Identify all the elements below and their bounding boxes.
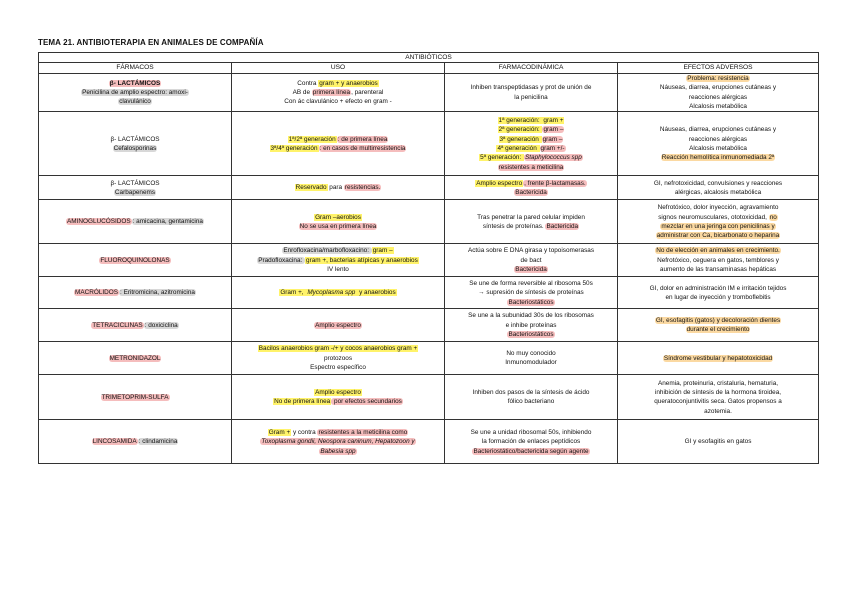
pharma-text: → supresión de síntesis de proteínas xyxy=(478,289,584,297)
pharma-text: Actúa sobre E DNA girasa y topoisomerasas xyxy=(467,247,595,255)
pharma-highlight: gram + xyxy=(543,116,564,124)
use-highlight: Bacilos anaerobios gram -/+ y cocos anaerobios gram + xyxy=(258,345,418,353)
pharma-highlight: Bacteriostáticos xyxy=(508,298,554,306)
drug-name: MACRÓLIDOS xyxy=(75,289,119,297)
adverse-text: Alcalosis metabólica xyxy=(689,144,747,152)
pharma-highlight: Bactericida xyxy=(515,188,547,196)
adverse-text: GI, dolor en administración IM e irritación tejidos xyxy=(649,284,787,292)
pharma-highlight: resistentes a meticilina xyxy=(498,163,564,171)
use-text: Contra xyxy=(297,79,319,87)
drug-subtitle: Penicilina de amplio espectro: amoxi- xyxy=(82,88,188,96)
use-cell xyxy=(232,277,445,309)
adverse-text: Anemia, proteinuria, cristaluria, hematuria, xyxy=(657,379,779,387)
use-highlight: Amplio espectro xyxy=(315,389,361,397)
adverse-highlight: no xyxy=(769,213,777,221)
pharma-cell xyxy=(445,375,618,420)
adverse-text: en lugar de inyección y tromboflebitis xyxy=(665,293,771,301)
adverse-text: Náuseas, diarrea, erupciones cutáneas y xyxy=(659,126,777,134)
pharma-highlight: gram – xyxy=(543,126,564,134)
table-row xyxy=(39,176,819,200)
use-text: , parenteral xyxy=(351,88,384,96)
drug-cell xyxy=(39,244,232,277)
drug-name: TETRACICLINAS xyxy=(92,321,143,329)
pharma-cell xyxy=(445,309,618,342)
use-text: IV lento xyxy=(327,266,349,274)
adverse-highlight: mezclar en una jeringa con penicilinas y xyxy=(661,222,775,230)
pharma-highlight: Bactericida xyxy=(515,266,547,274)
use-cell xyxy=(232,342,445,375)
use-cell xyxy=(232,309,445,342)
use-highlight: primera línea xyxy=(312,88,351,96)
pharma-cell xyxy=(445,73,618,112)
use-highlight: Reservado xyxy=(295,184,327,192)
adverse-text: alérgicas, alcalosis metabólica xyxy=(674,188,762,196)
table-caption: ANTIBIÓTICOS xyxy=(39,53,819,63)
adverse-text: azotemia. xyxy=(704,407,732,415)
document-title: TEMA 21. ANTIBIOTERAPIA EN ANIMALES DE COMPAÑÍA xyxy=(38,38,264,47)
pharma-text: e inhibe proteínas xyxy=(505,321,557,329)
use-cell xyxy=(232,176,445,200)
use-highlight: Amplio espectro xyxy=(315,321,361,329)
drug-cell xyxy=(39,342,232,375)
adverse-cell xyxy=(618,420,819,464)
adverse-cell xyxy=(618,112,819,176)
pharma-text: Se une de forma reversible al ribosoma 50s xyxy=(469,279,593,287)
use-highlight: Babesia spp xyxy=(320,447,356,455)
pharma-highlight: , frente β-lactamasas. xyxy=(524,179,586,187)
adverse-text: Nefrotóxico, ceguera en gatos, temblores y xyxy=(657,256,779,264)
drug-cell xyxy=(39,420,232,464)
table-row xyxy=(39,244,819,277)
adverse-highlight: GI, esofagitis (gatos) y decoloración dientes xyxy=(655,317,781,325)
pharma-cell xyxy=(445,342,618,375)
drug-subtitle: : Eritromicina, azitromicina xyxy=(120,289,195,297)
adverse-text: signos neuromusculares, ototoxicidad, xyxy=(658,213,769,221)
pharma-cell xyxy=(445,112,618,176)
use-text: y contra xyxy=(291,428,318,436)
pharma-text: Tras penetrar la pared celular impiden xyxy=(477,213,585,221)
use-highlight: : de primera línea xyxy=(337,135,388,143)
adverse-cell xyxy=(618,73,819,112)
drug-subtitle: Cefalosporinas xyxy=(113,144,157,152)
pharma-cell xyxy=(445,200,618,244)
pharma-text: Se une a la subunidad 30s de los ribosomas xyxy=(468,312,594,320)
use-highlight: 1ª/2ª generación xyxy=(288,135,336,143)
adverse-highlight: Problema: resistencia xyxy=(687,74,749,82)
use-highlight: No se usa en primera línea xyxy=(299,222,377,230)
use-highlight: : en casos de multirresistencia xyxy=(319,144,406,152)
header-uso: USO xyxy=(232,63,445,73)
use-highlight: gram – xyxy=(372,247,393,255)
use-cell xyxy=(232,244,445,277)
pharma-text: la formación de enlaces peptídicos xyxy=(481,438,581,446)
drug-subtitle: : doxiciclina xyxy=(144,321,178,329)
drug-cell xyxy=(39,112,232,176)
table-row xyxy=(39,200,819,244)
use-cell xyxy=(232,112,445,176)
adverse-text: Alcalosis metabólica xyxy=(689,103,747,111)
drug-name: METRONIDAZOL xyxy=(109,354,161,362)
use-highlight: por efectos secundarios xyxy=(332,398,402,406)
pharma-highlight: 3ª generación xyxy=(499,135,541,143)
drug-name: β- LACTÁMICOS xyxy=(110,179,160,187)
table-row xyxy=(39,375,819,420)
drug-cell xyxy=(39,176,232,200)
pharma-highlight: Amplio espectro xyxy=(476,179,523,187)
pharma-highlight: 1ª generación: xyxy=(498,116,542,124)
pharma-text: de bact xyxy=(520,256,542,264)
pharma-highlight: Bacteriostático/bactericida según agente xyxy=(473,447,589,455)
table-row xyxy=(39,112,819,176)
use-highlight: resistencias. xyxy=(344,184,381,192)
use-text: Espectro específico xyxy=(310,364,366,372)
table-row xyxy=(39,342,819,375)
drug-name: FLUOROQUINOLONAS xyxy=(100,256,170,264)
pharma-highlight: Bactericida xyxy=(546,222,579,230)
pharma-text: síntesis de proteínas. xyxy=(482,222,546,230)
use-highlight: Gram –aerobios xyxy=(315,213,361,221)
header-farmacodinamica: FARMACODINÁMICA xyxy=(445,63,618,73)
pharma-highlight: gram – xyxy=(542,135,563,143)
drug-name: β- LACTÁMICOS xyxy=(109,79,161,87)
adverse-cell xyxy=(618,309,819,342)
pharma-highlight: Bacteriostáticos xyxy=(508,331,554,339)
drug-cell xyxy=(39,200,232,244)
drug-name: LINCOSAMIDA xyxy=(92,438,137,446)
adverse-cell xyxy=(618,342,819,375)
pharma-highlight: gram +/- xyxy=(540,144,565,152)
drug-cell xyxy=(39,375,232,420)
pharma-cell xyxy=(445,420,618,464)
use-highlight: resistentes a la meticilina como xyxy=(318,428,408,436)
adverse-text: GI y esofagitis en gatos xyxy=(684,438,752,446)
adverse-text: inhibición de síntesis de la hormona tiroidea, xyxy=(654,389,782,397)
header-efectos-adversos: EFECTOS ADVERSOS xyxy=(618,63,819,73)
use-text: Pradofloxacina: xyxy=(258,256,305,264)
adverse-text: GI, nefrotoxicidad, convulsiones y reacciones xyxy=(653,179,783,187)
adverse-highlight: Reacción hemolítica inmunomediada 2ª xyxy=(661,154,775,162)
pharma-highlight: Staphylococcus spp xyxy=(525,154,582,162)
drug-subtitle: : clindamicina xyxy=(138,438,178,446)
use-highlight: Gram +, xyxy=(280,289,306,297)
adverse-cell xyxy=(618,277,819,309)
table-row xyxy=(39,420,819,464)
use-cell xyxy=(232,375,445,420)
adverse-highlight: Síndrome vestibular y hepatotoxicidad xyxy=(663,354,773,362)
adverse-cell xyxy=(618,375,819,420)
adverse-text: Nefrotóxico, dolor inyección, agravamiento xyxy=(657,204,779,212)
drug-cell xyxy=(39,277,232,309)
adverse-highlight: durante el crecimiento xyxy=(686,326,750,334)
use-text: para xyxy=(327,184,344,192)
adverse-highlight: No de elección en animales en crecimiento. xyxy=(656,247,780,255)
drug-subtitle: clavulánico xyxy=(119,98,151,106)
use-highlight: 3ª/4ª generación xyxy=(270,144,318,152)
antibiotics-table xyxy=(38,52,819,464)
pharma-cell xyxy=(445,277,618,309)
pharma-cell xyxy=(445,244,618,277)
use-highlight: No de primera línea xyxy=(274,398,331,406)
adverse-cell xyxy=(618,244,819,277)
use-cell xyxy=(232,200,445,244)
drug-cell xyxy=(39,73,232,112)
pharma-cell xyxy=(445,176,618,200)
drug-name: β- LACTÁMICOS xyxy=(110,135,160,143)
adverse-cell xyxy=(618,200,819,244)
pharma-text: Inmunomodulador xyxy=(505,359,557,367)
use-highlight: y anaerobios xyxy=(357,289,396,297)
adverse-cell xyxy=(618,176,819,200)
use-text: protozoos xyxy=(323,354,353,362)
pharma-highlight: 5ª generación: xyxy=(480,154,524,162)
pharma-text: No muy conocido xyxy=(506,350,556,358)
pharma-text: Inhiben transpeptidasas y prot de unión de xyxy=(470,84,592,92)
use-text: Con ác clavulánico + efecto en gram - xyxy=(284,98,392,106)
use-highlight: Mycoplasma spp xyxy=(307,289,356,297)
drug-name: AMINOGLUCÓSIDOS xyxy=(67,218,131,226)
header-farmacos: FÁRMACOS xyxy=(39,63,232,73)
use-cell xyxy=(232,73,445,112)
adverse-text: aumento de las transaminasas hepáticas xyxy=(659,266,777,274)
use-highlight: Gram + xyxy=(268,428,291,436)
pharma-text: Se une a unidad ribosomal 50s, inhibiendo xyxy=(470,428,592,436)
use-highlight: gram +, bacterias atípicas y anaerobios xyxy=(306,256,418,264)
drug-name: TRIMETOPRIM-SULFA xyxy=(101,393,169,401)
use-highlight: Toxoplasma gondii, Neospora caninum, Hepatozoon y xyxy=(261,438,415,446)
adverse-text: reacciones alérgicas xyxy=(688,93,748,101)
use-highlight: gram + y anaerobios xyxy=(319,79,378,87)
adverse-text: Náuseas, diarrea, erupciones cutáneas y xyxy=(659,84,777,92)
adverse-text: queratoconjuntivitis seca. Gatos propensos a xyxy=(654,398,782,406)
pharma-highlight: 4ª generación xyxy=(497,144,539,152)
table-row xyxy=(39,277,819,309)
use-text: AB de xyxy=(292,88,312,96)
pharma-text: fólico bacteriano xyxy=(507,398,555,406)
table-row xyxy=(39,309,819,342)
drug-subtitle: : amicacina, gentamicina xyxy=(132,218,203,226)
table-row xyxy=(39,73,819,112)
use-cell xyxy=(232,420,445,464)
pharma-text: Inhiben dos pasos de la síntesis de ácido xyxy=(472,389,590,397)
drug-cell xyxy=(39,309,232,342)
pharma-highlight: 2ª generación: xyxy=(498,126,542,134)
use-text: Enrofloxacina/marbofloxacino: xyxy=(283,247,371,255)
adverse-highlight: administrar con Ca, bicarbonato o heparina xyxy=(656,232,780,240)
drug-subtitle: Carbapenems xyxy=(114,188,156,196)
pharma-text: la penicilina xyxy=(514,93,548,101)
adverse-text: reacciones alérgicas xyxy=(688,135,748,143)
